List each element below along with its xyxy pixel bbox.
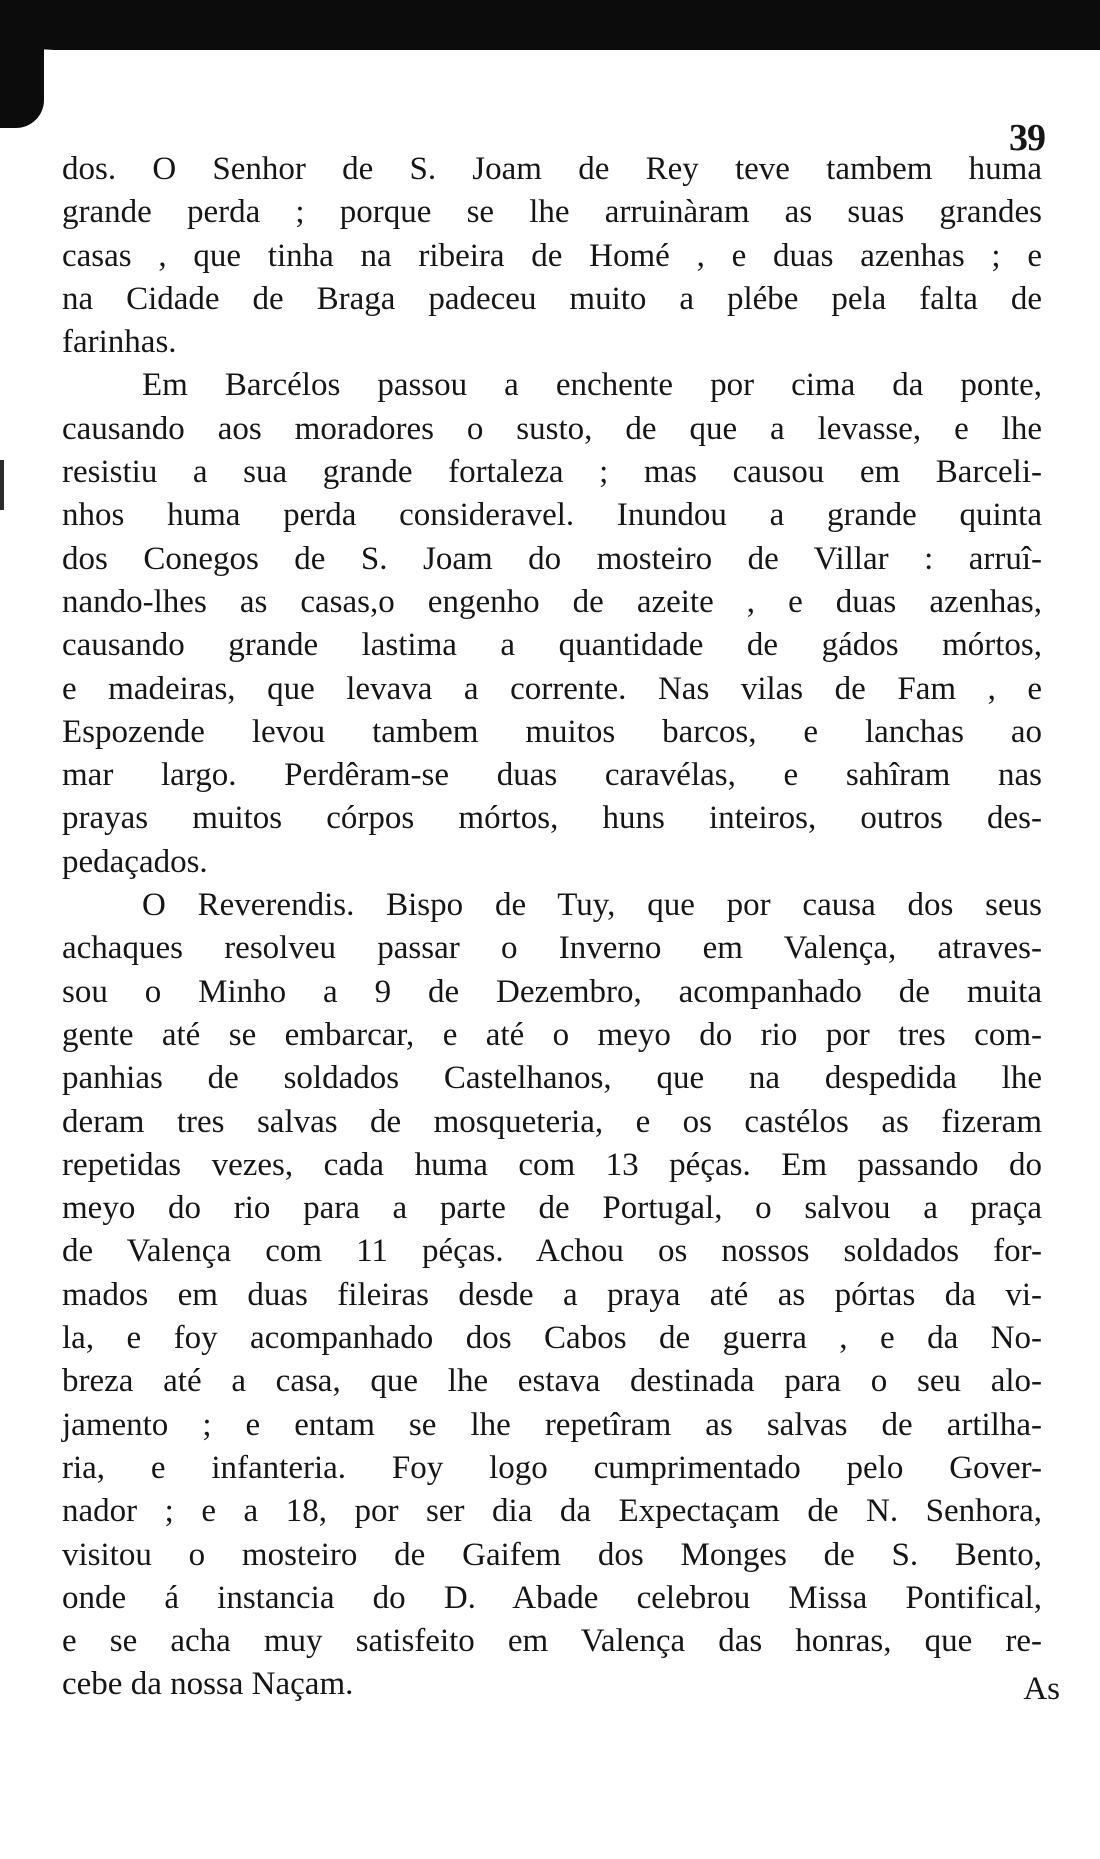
- text-line: prayas muitos córpos mórtos, huns inteiros, outros des-: [62, 800, 1042, 837]
- text-line: achaques resolveu passar o Inverno em Valença, atraves-: [62, 930, 1042, 967]
- margin-mark: [0, 460, 4, 510]
- page-corner-shadow: [0, 0, 44, 128]
- text-line: nador ; e a 18, por ser dia da Expectaçam de N. Senhora,: [62, 1493, 1042, 1530]
- text-line: nhos huma perda consideravel. Inundou a grande quinta: [62, 497, 1042, 534]
- text-line: Espozende levou tambem muitos barcos, e lanchas ao: [62, 713, 1042, 750]
- text-line: farinhas.: [62, 324, 177, 361]
- text-line: cebe da nossa Naçam.: [62, 1666, 354, 1703]
- text-line: pedaçados.: [62, 843, 208, 880]
- text-line: dos. O Senhor de S. Joam de Rey teve tambem huma: [62, 151, 1042, 187]
- text-line: casas , que tinha na ribeira de Homé , e duas azenhas ; e: [62, 237, 1042, 274]
- text-line: mar largo. Perdêram-se duas caravélas, e sahîram nas: [62, 757, 1042, 794]
- page-number: 39: [1009, 117, 1045, 159]
- text-line: de Valença com 11 péças. Achou os nossos soldados for-: [62, 1233, 1042, 1270]
- text-line: repetidas vezes, cada huma com 13 péças. Em passando do: [62, 1146, 1042, 1183]
- text-line: jamento ; e entam se lhe repetîram as salvas de artilha-: [62, 1406, 1042, 1443]
- text-line: panhias de soldados Castelhanos, que na despedida lhe: [62, 1060, 1042, 1097]
- text-line: visitou o mosteiro de Gaifem dos Monges de S. Bento,: [62, 1536, 1042, 1573]
- text-line: deram tres salvas de mosqueteria, e os castélos as fizeram: [62, 1103, 1042, 1140]
- text-line: causando aos moradores o susto, de que a levasse, e lhe: [62, 410, 1042, 447]
- text-line: dos Conegos de S. Joam do mosteiro de Villar : arruî-: [62, 540, 1042, 577]
- text-line: na Cidade de Braga padeceu muito a plébe pela falta de: [62, 280, 1042, 317]
- text-line: sou o Minho a 9 de Dezembro, acompanhado de muita: [62, 973, 1042, 1010]
- text-line: e madeiras, que levava a corrente. Nas vilas de Fam , e: [62, 670, 1042, 707]
- text-line: la, e foy acompanhado dos Cabos de guerra , e da No-: [62, 1320, 1042, 1357]
- body-text: [62, 148, 1042, 1707]
- text-line: resistiu a sua grande fortaleza ; mas causou em Barceli-: [62, 454, 1042, 491]
- text-line: causando grande lastima a quantidade de gádos mórtos,: [62, 627, 1042, 664]
- text-line: mados em duas fileiras desde a praya até as pórtas da vi-: [62, 1276, 1042, 1313]
- paragraph-start: Em Barcélos passou a enchente por cima da ponte,: [142, 367, 1042, 404]
- text-line: e se acha muy satisfeito em Valença das honras, que re-: [62, 1623, 1042, 1660]
- catchword: As: [1023, 1671, 1060, 1707]
- paragraph-start: O Reverendis. Bispo de Tuy, que por causa dos seus: [142, 887, 1042, 924]
- text-line: meyo do rio para a parte de Portugal, o salvou a praça: [62, 1190, 1042, 1227]
- text-line: breza até a casa, que lhe estava destinada para o seu alo-: [62, 1363, 1042, 1400]
- text-line: nando-lhes as casas,o engenho de azeite , e duas azenhas,: [62, 583, 1042, 620]
- text-line: gente até se embarcar, e até o meyo do rio por tres com-: [62, 1016, 1042, 1053]
- text-line: grande perda ; porque se lhe arruinàram as suas grandes: [62, 194, 1042, 231]
- page-top-edge: [0, 24, 1100, 50]
- text-line: ria, e infanteria. Foy logo cumprimentado pelo Gover-: [62, 1449, 1042, 1486]
- text-line: onde á instancia do D. Abade celebrou Missa Pontifical,: [62, 1579, 1042, 1616]
